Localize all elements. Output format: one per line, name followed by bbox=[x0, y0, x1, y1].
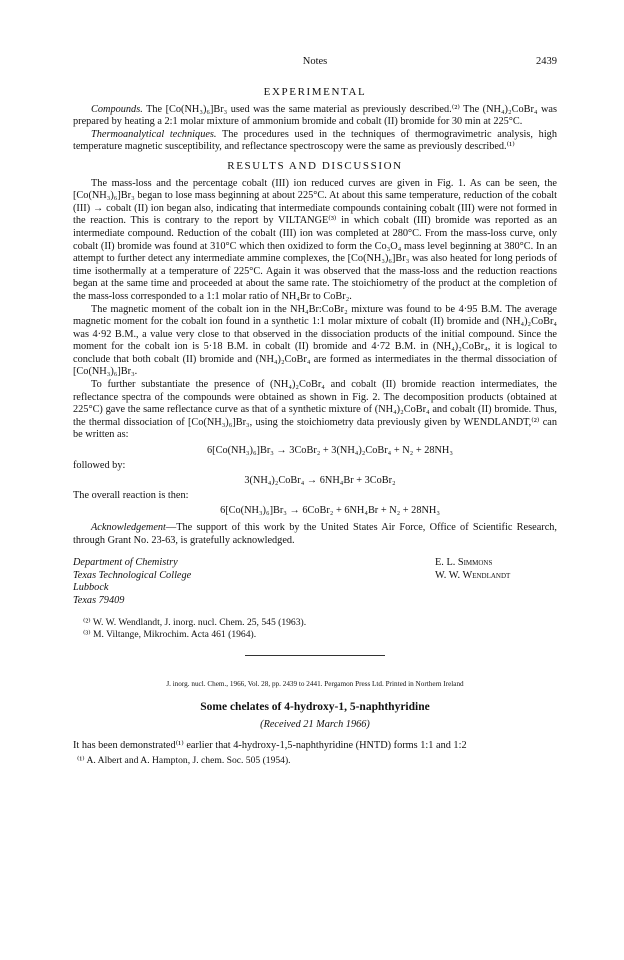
reference-list bbox=[73, 617, 557, 641]
section-divider bbox=[245, 655, 385, 656]
page-number: 2439 bbox=[536, 56, 557, 67]
overall-text: The overall reaction is then: bbox=[73, 489, 189, 501]
article-title: Some chelates of 4-hydroxy-1, 5-naphthyridine bbox=[200, 700, 430, 713]
followed-by-text: followed by: bbox=[73, 459, 126, 471]
running-title: Notes bbox=[302, 56, 328, 67]
techniques-label: Thermoanalytical techniques. bbox=[91, 128, 217, 140]
address-line: Texas 79409 bbox=[73, 594, 125, 606]
experimental-heading: EXPERIMENTAL bbox=[263, 86, 367, 98]
results-paragraph-2: The magnetic moment of the cobalt ion in the NH₄Br:CoBr₂ mixture was found to be 4·95 B.M. The average magnetic moment for the cobalt ion found in a synthetic 1:1 molar mixture of cobalt (II) bromide and (NH₄)₂CoBr₄ was 4·92 B.M., a value very close to that observed in the dissociation products of the initial compound. Since the moment for the cobalt ion is 5·18 B.M. in cobalt (II) bromide and 4·72 B.M. in (NH₄)₂CoBr₄, it is logical to conclude that both cobalt (II) bromide and (NH₄)₂CoBr₄ are formed as intermediates in the thermal dissociation of [Co(NH₃)₆]Br₃. bbox=[73, 303, 557, 378]
results-paragraph-1: The mass-loss and the percentage cobalt (III) ion reduced curves are given in Fig. 1. As can be seen, the [Co(NH₃)₆]Br₃ began to lose mass beginning at about 225°C. At about this same temperature, reduction of the cobalt (III) → cobalt (II) ion began also, indicating that intermediate compounds containing cobalt (III) were not formed in the reaction. This is contrary to the report by VILTANGE⁽³⁾ in which cobalt (III) bromide was reported as an intermediate compound. Reduction of the cobalt (III) ion was completed at 280°C. From the mass-loss curve, only cobalt (II) bromide was found at 310°C which then oxidized to form the Co₃O₄ mass level beginning at 380°C. In an attempt to further detect any intermediate ammine complexes, the [Co(NH₃)₆]Br₃ was also heated for long periods of time isothermally at a temperature of 225°C. Again it was observed that the mass-loss and the reduction reactions began at the same time and proceeded at about the same rate. The stoichiometry of the product at the completion of the mass-loss corresponded to a 1:1 molar ratio of NH₄Br to CoBr₂. bbox=[73, 177, 557, 302]
equation-1: 6[Co(NH₃)₆]Br₃ → 3CoBr₂ + 3(NH₄)₂CoBr₄ + N₂ + 28NH₃ bbox=[207, 445, 453, 457]
running-header bbox=[73, 56, 557, 70]
equation-3: 6[Co(NH₃)₆]Br₃ → 6CoBr₂ + 6NH₄Br + N₂ + 28NH₃ bbox=[220, 505, 440, 517]
acknowledgement-text: —The support of this work by the United States Air Force, Office of Scientific Research, through Grant No. 23-63, is gratefully acknowledged. bbox=[73, 522, 557, 546]
address-line: Texas Technological College bbox=[73, 569, 192, 581]
journal-citation-line: J. inorg. nucl. Chem., 1966, Vol. 28, pp. 2439 to 2441. Pergamon Press Ltd. Printed in Northern Ireland bbox=[166, 680, 464, 689]
acknowledgement-paragraph bbox=[73, 522, 557, 547]
reference-item: ⁽³⁾ M. Viltange, Mikrochim. Acta 461 (1964). bbox=[83, 629, 257, 641]
techniques-paragraph bbox=[73, 129, 557, 154]
techniques-text: The procedures used in the techniques of thermogravimetric analysis, high temperature magnetic susceptibility, and reflectance spectroscopy were the same as previously described.⁽¹⁾ bbox=[73, 128, 557, 153]
compounds-text: The [Co(NH₃)₆]Br₃ used was the same material as previously described.⁽²⁾ The (NH₄)₂CoBr₄ was prepared by heating a 2:1 molar mixture of ammonium bromide and cobalt (II) bromide for 30 min at 225°C. bbox=[73, 103, 557, 128]
author-name: W. W. Wendlandt bbox=[435, 569, 511, 581]
article-footnote: ⁽¹⁾ A. Albert and A. Hampton, J. chem. Soc. 505 (1954). bbox=[77, 754, 291, 766]
address-line: Lubbock bbox=[73, 582, 109, 594]
author-name: E. L. Simmons bbox=[435, 557, 493, 569]
institution-address bbox=[73, 557, 191, 607]
address-line: Department of Chemistry bbox=[73, 557, 178, 569]
author-list bbox=[435, 557, 510, 582]
compounds-paragraph bbox=[73, 104, 557, 129]
received-date: (Received 21 March 1966) bbox=[260, 719, 370, 731]
page bbox=[73, 56, 557, 767]
reference-item: ⁽²⁾ W. W. Wendlandt, J. inorg. nucl. Chem. 25, 545 (1963). bbox=[83, 617, 307, 629]
article-lead-paragraph: It has been demonstrated⁽¹⁾ earlier that 4-hydroxy-1,5-naphthyridine (HNTD) forms 1:1 and 1:2 bbox=[73, 739, 467, 751]
affiliation-block bbox=[73, 557, 557, 609]
results-heading: RESULTS AND DISCUSSION bbox=[227, 159, 403, 172]
compounds-label: Compounds. bbox=[91, 103, 143, 115]
acknowledgement-label: Acknowledgement bbox=[91, 522, 166, 533]
results-paragraph-3: To further substantiate the presence of (NH₄)₂CoBr₄ and cobalt (II) bromide reaction intermediates, the reflectance spectra of the compounds were obtained as shown in Fig. 2. The decomposition products (obtained at 225°C) gave the same reflectance curve as that of a synthetic mixture of (NH₄)₂CoBr₄ and cobalt (II) bromide. Thus, the thermal dissociation of [Co(NH₃)₆]Br₃, using the stoichiometry data previously given by WENDLANDT,⁽²⁾ can be written as: bbox=[73, 379, 557, 441]
equation-2: 3(NH₄)₂CoBr₄ → 6NH₄Br + 3CoBr₂ bbox=[244, 475, 396, 487]
